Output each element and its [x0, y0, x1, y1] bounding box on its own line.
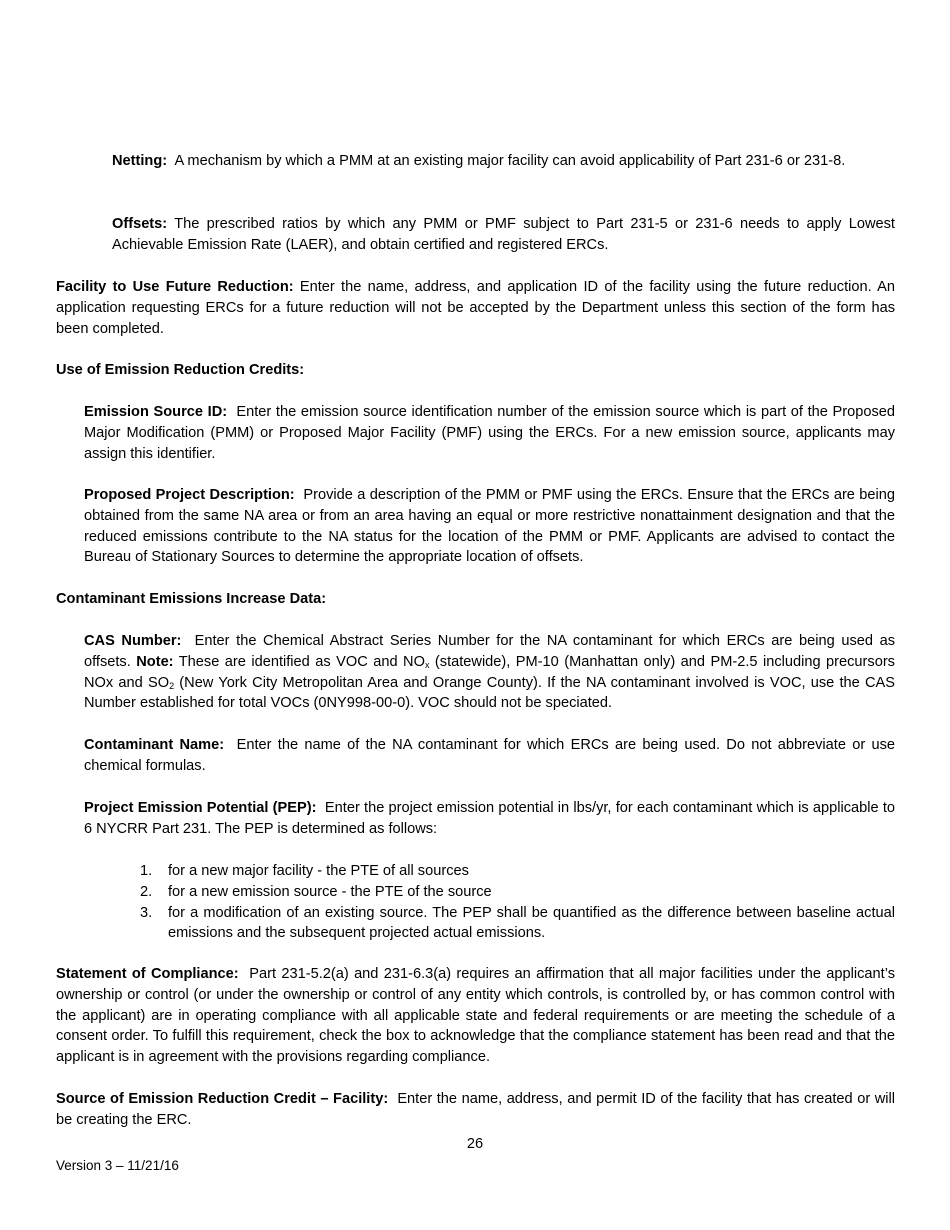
offsets-label: Offsets: — [112, 216, 168, 232]
cas-number-label: CAS Number: — [84, 633, 182, 649]
netting-text: A mechanism by which a PMM at an existing major facility can avoid applicability of Part 231-6 or 231-8. — [174, 153, 846, 169]
list-item: 3. for a modification of an existing source. The PEP shall be quantified as the difference between baseline actual emissions and the subsequent projected actual emissions. — [140, 904, 895, 942]
facility-future-label: Facility to Use Future Reduction: — [56, 279, 294, 295]
project-description — [84, 485, 895, 568]
list-item: 1. for a new major facility - the PTE of all sources — [140, 863, 469, 879]
pep-list — [140, 861, 895, 944]
source-facility — [56, 1089, 895, 1131]
facility-future-reduction — [56, 277, 895, 339]
facility-future-text: Enter the name, address, and application ID of the facility using the future reduction. An application requesting ERCs for a future reduction will not be accepted by the Department unless this section of the form has been completed. — [56, 279, 895, 337]
emission-source-id-text: Enter the emission source identification number of the emission source which is part of the Proposed Major Modification (PMM) or Proposed Major Facility (PMF) using the ERCs. For a new emission source, applicants may assign this identifier. — [84, 404, 896, 462]
pep-text: Enter the project emission potential in lbs/yr, for each contaminant which is applicable to 6 NYCRR Part 231. The PEP is determined as follows: — [84, 800, 896, 837]
netting-definition — [112, 151, 895, 172]
page-number: 26 — [466, 1136, 484, 1152]
note-label: Note: — [136, 653, 174, 670]
statement-of-compliance — [56, 964, 895, 1068]
pep-label: Project Emission Potential (PEP): — [84, 800, 317, 816]
emission-source-id — [84, 402, 895, 464]
list-item: 2. for a new emission source - the PTE of the source — [140, 883, 492, 900]
emission-source-id-label: Emission Source ID: — [84, 404, 228, 420]
contaminant-heading: Contaminant Emissions Increase Data: — [56, 591, 327, 607]
pep-definition — [84, 798, 895, 840]
use-erc-heading: Use of Emission Reduction Credits: — [56, 362, 305, 378]
compliance-text: Part 231-5.2(a) and 231-6.3(a) requires an affirmation that all major facilities under the applicant’s ownership or control (or under the ownership or control of any entity which controls, is controlled by, or has common control with the applicant) are in operating compliance with all applicable state and federal requirements or are meeting the schedule of a consent order. To fulfill this requirement, check the box to acknowledge that the compliance statement has been read and that the applicant is in agreement with the provisions regarding compliance. — [56, 966, 895, 1066]
version-footer: Version 3 – 11/21/16 — [56, 1158, 179, 1173]
project-description-text: Provide a description of the PMM or PMF using the ERCs. Ensure that the ERCs are being obtained from the same NA area or from an area having an equal or more restrictive nonattainment designation and that the reduced emissions contribute to the NA status for the location of the PMM or PMF. Applicants are advised to contact the Bureau of Stationary Sources to determine the appropriate location of offsets. — [84, 487, 895, 566]
project-description-label: Proposed Project Description: — [84, 487, 295, 503]
netting-label: Netting: — [112, 153, 168, 169]
source-facility-text: Enter the name, address, and permit ID of the facility that has created or will be creating the ERC. — [56, 1091, 895, 1128]
cas-number: CAS Number: Enter the Chemical Abstract Series Number for the NA contaminant for which ERCs are being used as offsets. Note: These are identified as VOC and $NO_x$ (statewide), PM-10 (Manhattan only) and PM-2.5 including precursors NOx and $SO_2$ (New York City Metropolitan Area and Orange County). If the NA contaminant involved is VOC, use the CAS Number established for total VOCs (0NY998-00-0). VOC should not be speciated. — [84, 633, 896, 712]
contaminant-name — [84, 735, 895, 777]
compliance-label: Statement of Compliance: — [56, 966, 239, 982]
source-facility-label: Source of Emission Reduction Credit – Facility: — [56, 1091, 389, 1107]
offsets-definition — [112, 214, 895, 256]
offsets-text: The prescribed ratios by which any PMM or PMF subject to Part 231-5 or 231-6 needs to apply Lowest Achievable Emission Rate (LAER), and obtain certified and registered ERCs. — [112, 216, 895, 253]
contaminant-name-label: Contaminant Name: — [84, 737, 225, 753]
contaminant-name-text: Enter the name of the NA contaminant for which ERCs are being used. Do not abbreviate or use chemical formulas. — [84, 737, 896, 774]
